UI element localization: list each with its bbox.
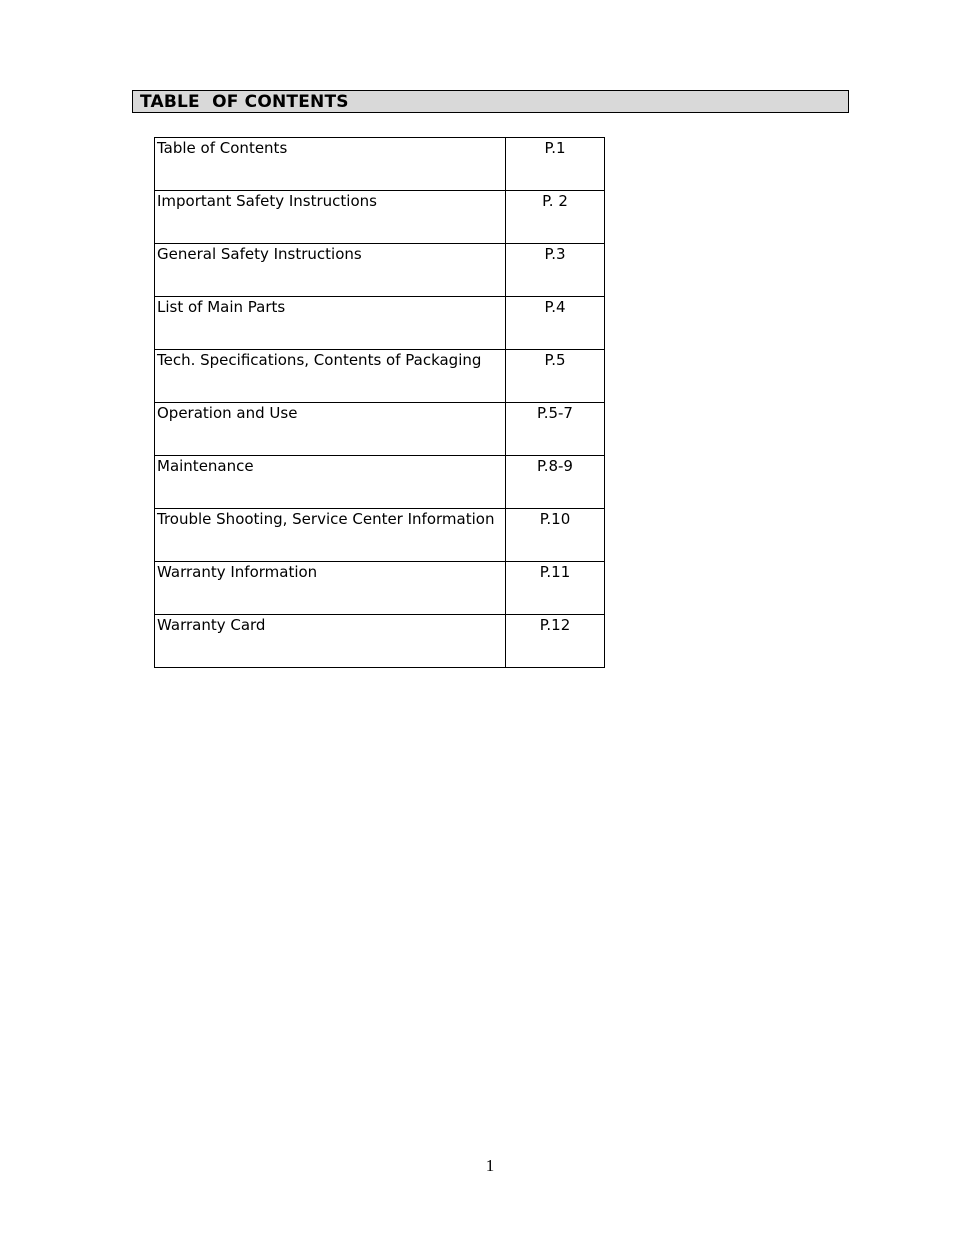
section-heading-bar (132, 90, 849, 113)
toc-entry-page: P. 2 (506, 191, 605, 244)
toc-row (155, 456, 605, 509)
toc-row (155, 191, 605, 244)
toc-entry-page: P.8-9 (506, 456, 605, 509)
toc-entry-title: Warranty Card (155, 615, 506, 668)
toc-row (155, 562, 605, 615)
toc-entry-page: P.3 (506, 244, 605, 297)
toc-entry-page: P.1 (506, 138, 605, 191)
toc-row (155, 350, 605, 403)
toc-entry-title: Operation and Use (155, 403, 506, 456)
toc-row (155, 244, 605, 297)
toc-row (155, 403, 605, 456)
toc-entry-title: General Safety Instructions (155, 244, 506, 297)
toc-entry-page: P.4 (506, 297, 605, 350)
toc-entry-page: P.11 (506, 562, 605, 615)
toc-row (155, 509, 605, 562)
page-number: 1 (485, 1156, 495, 1175)
toc-entry-title: List of Main Parts (155, 297, 506, 350)
toc-table (154, 137, 605, 668)
toc-row (155, 615, 605, 668)
toc-entry-title: Important Safety Instructions (155, 191, 506, 244)
toc-entry-page: P.5 (506, 350, 605, 403)
toc-entry-page: P.5-7 (506, 403, 605, 456)
toc-row (155, 138, 605, 191)
section-heading: TABLE OF CONTENTS (140, 92, 349, 112)
toc-entry-page: P.12 (506, 615, 605, 668)
toc-entry-title: Tech. Specifications, Contents of Packaging (155, 350, 506, 403)
toc-entry-title: Maintenance (155, 456, 506, 509)
toc-entry-title: Table of Contents (155, 138, 506, 191)
toc-row (155, 297, 605, 350)
toc-entry-page: P.10 (506, 509, 605, 562)
toc-entry-title: Warranty Information (155, 562, 506, 615)
toc-entry-title: Trouble Shooting, Service Center Information (155, 509, 506, 562)
